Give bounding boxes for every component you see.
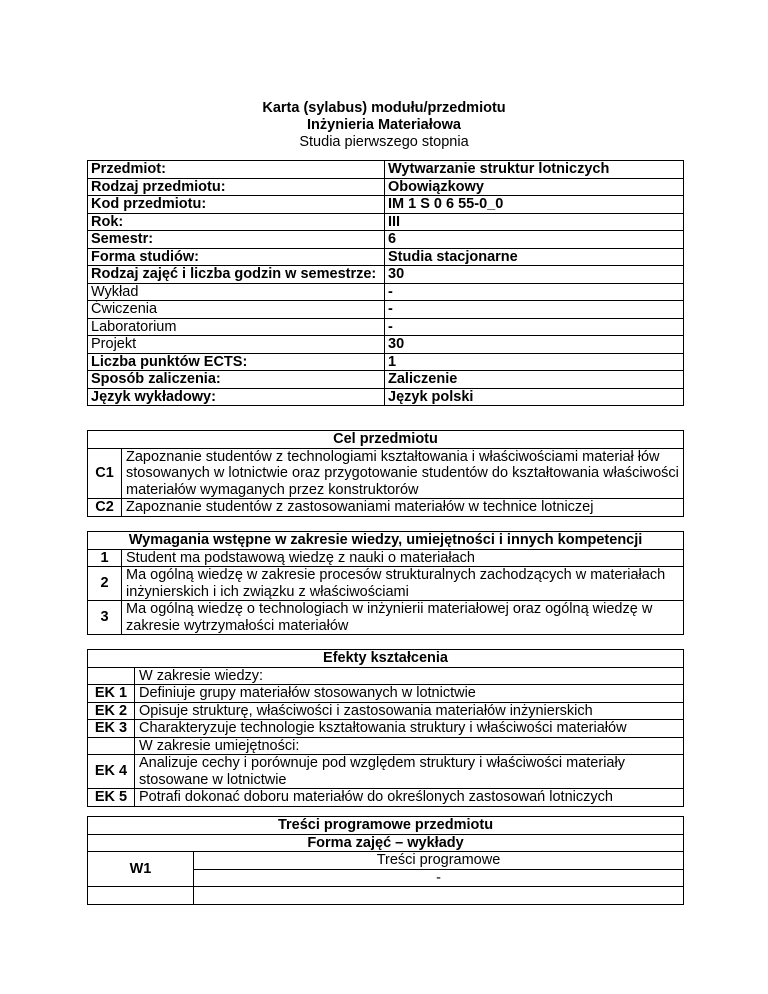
goal-code: C1	[88, 448, 122, 499]
outcome-code: EK 2	[88, 702, 135, 720]
learning-outcomes-title: Efekty kształcenia	[88, 650, 684, 668]
info-row	[88, 231, 684, 249]
info-label: Laboratorium	[88, 318, 385, 336]
header-degree: Studia pierwszego stopnia	[299, 134, 469, 150]
info-value: -	[385, 318, 684, 336]
info-value: IM 1 S 0 6 55-0_0	[385, 196, 684, 214]
info-row	[88, 161, 684, 179]
info-row	[88, 318, 684, 336]
info-row	[88, 283, 684, 301]
info-value: III	[385, 213, 684, 231]
info-row	[88, 266, 684, 284]
info-label: Rok:	[88, 213, 385, 231]
info-row	[88, 213, 684, 231]
outcome-text: W zakresie umiejętności:	[135, 737, 684, 755]
info-label: Forma studiów:	[88, 248, 385, 266]
program-row-text: -	[194, 869, 684, 887]
info-label: Projekt	[88, 336, 385, 354]
info-label: Przedmiot:	[88, 161, 385, 179]
outcome-text: Analizuje cechy i porównuje pod względem struktury i właściwości materiały stosowane w lotnictwie	[135, 755, 684, 789]
goal-text: Zapoznanie studentów z technologiami kształtowania i właściwościami materiał łów stosowanych w lotnictwie oraz przygotowanie studentów do kształtowania właściwości materiałów wymaganych przez konstruktorów	[122, 448, 684, 499]
info-label: Rodzaj zajęć i liczba godzin w semestrze:	[88, 266, 385, 284]
prerequisite-code: 1	[88, 549, 122, 567]
outcome-code: EK 3	[88, 720, 135, 738]
info-value: Studia stacjonarne	[385, 248, 684, 266]
program-form-subtitle: Forma zajęć – wykłady	[88, 834, 684, 852]
info-value: 1	[385, 353, 684, 371]
info-row	[88, 178, 684, 196]
info-label: Liczba punktów ECTS:	[88, 353, 385, 371]
outcome-code	[88, 737, 135, 755]
course-goal-title: Cel przedmiotu	[88, 431, 684, 449]
document-header	[0, 100, 768, 151]
info-label: Rodzaj przedmiotu:	[88, 178, 385, 196]
info-label: Kod przedmiotu:	[88, 196, 385, 214]
info-row	[88, 371, 684, 389]
info-value: -	[385, 283, 684, 301]
info-label: Wykład	[88, 283, 385, 301]
header-title: Karta (sylabus) modułu/przedmiotu	[262, 100, 506, 116]
info-label: Język wykładowy:	[88, 388, 385, 406]
info-value: -	[385, 301, 684, 319]
program-row-code: W1	[88, 852, 194, 887]
program-content-title: Treści programowe przedmiotu	[88, 817, 684, 835]
outcome-code	[88, 667, 135, 685]
course-goal-table	[87, 430, 684, 517]
prerequisite-text: Student ma podstawową wiedzę z nauki o materiałach	[122, 549, 684, 567]
goal-text: Zapoznanie studentów z zastosowaniami materiałów w technice lotniczej	[122, 499, 684, 517]
info-row	[88, 301, 684, 319]
info-label: Ćwiczenia	[88, 301, 385, 319]
info-value: Obowiązkowy	[385, 178, 684, 196]
outcome-text: Potrafi dokonać doboru materiałów do określonych zastosowań lotniczych	[135, 789, 684, 807]
course-info-table	[87, 160, 684, 406]
program-col-header: Treści programowe	[194, 852, 684, 870]
outcome-text: W zakresie wiedzy:	[135, 667, 684, 685]
prerequisites-title: Wymagania wstępne w zakresie wiedzy, umiejętności i innych kompetencji	[88, 532, 684, 550]
info-value: Język polski	[385, 388, 684, 406]
empty-cell	[194, 887, 684, 905]
info-row	[88, 353, 684, 371]
info-value: Zaliczenie	[385, 371, 684, 389]
prerequisites-table	[87, 531, 684, 635]
info-row	[88, 388, 684, 406]
outcome-text: Charakteryzuje technologie kształtowania struktury i właściwości materiałów	[135, 720, 684, 738]
prerequisite-text: Ma ogólną wiedzę w zakresie procesów strukturalnych zachodzących w materiałach inżynierskich i ich związku z właściwościami	[122, 567, 684, 601]
outcome-code: EK 5	[88, 789, 135, 807]
info-row	[88, 196, 684, 214]
info-value: 6	[385, 231, 684, 249]
outcome-text: Opisuje strukturę, właściwości i zastosowania materiałów inżynierskich	[135, 702, 684, 720]
info-value: 30	[385, 266, 684, 284]
prerequisite-text: Ma ogólną wiedzę o technologiach w inżynierii materiałowej oraz ogólną wiedzę w zakresie wytrzymałości materiałów	[122, 601, 684, 635]
info-value: 30	[385, 336, 684, 354]
empty-cell	[88, 887, 194, 905]
program-content-table	[87, 816, 684, 905]
outcome-code: EK 1	[88, 685, 135, 703]
info-row	[88, 336, 684, 354]
learning-outcomes-table	[87, 649, 684, 807]
info-row	[88, 248, 684, 266]
header-subject: Inżynieria Materiałowa	[307, 117, 461, 133]
goal-code: C2	[88, 499, 122, 517]
info-label: Semestr:	[88, 231, 385, 249]
outcome-code: EK 4	[88, 755, 135, 789]
outcome-text: Definiuje grupy materiałów stosowanych w lotnictwie	[135, 685, 684, 703]
prerequisite-code: 3	[88, 601, 122, 635]
prerequisite-code: 2	[88, 567, 122, 601]
info-label: Sposób zaliczenia:	[88, 371, 385, 389]
info-value: Wytwarzanie struktur lotniczych	[385, 161, 684, 179]
